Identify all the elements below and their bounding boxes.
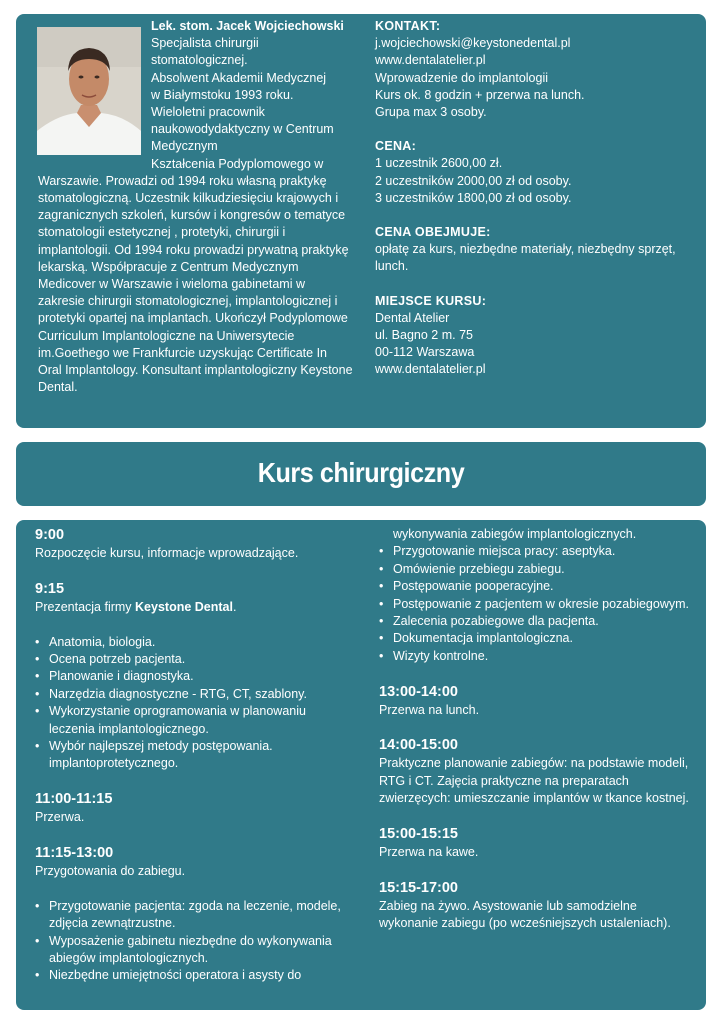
bullet-list xyxy=(35,634,353,773)
list-item: • Anatomia, biologia. xyxy=(35,634,353,651)
location-section xyxy=(375,293,705,379)
list-item: • Ocena potrzeb pacjenta. xyxy=(35,651,353,668)
contact-line: Kurs ok. 8 godzin + przerwa na lunch. xyxy=(375,87,585,102)
list-item: • Wyposażenie gabinetu niezbędne do wykonywania abiegów implantologicznych. xyxy=(35,933,353,968)
bullet-list xyxy=(379,526,699,665)
contact-website[interactable]: www.dentalatelier.pl xyxy=(375,53,486,68)
page-title: Kurs chirurgiczny xyxy=(257,457,465,488)
location-line: 00-112 Warszawa xyxy=(375,345,475,360)
schedule-time: 15:00-15:15 xyxy=(379,826,458,843)
contact-line: Grupa max 3 osoby. xyxy=(375,105,487,120)
list-item: • Zalecenia pozabiegowe dla pacjenta. xyxy=(379,613,699,630)
bio-line: Medycznym xyxy=(151,139,218,154)
contact-email[interactable]: j.wojciechowski@keystonedental.pl xyxy=(375,36,571,51)
list-item: • Postępowanie z pacjentem w okresie pozabiegowym. xyxy=(379,596,699,613)
bio-line: naukowodydaktyczny w Centrum xyxy=(151,122,334,137)
bio-line: Absolwent Akademii Medycznej xyxy=(151,70,327,85)
schedule-time: 11:15-13:00 xyxy=(35,845,114,862)
location-website[interactable]: www.dentalatelier.pl xyxy=(375,362,486,377)
list-item: wykonywania zabiegów implantologicznych. xyxy=(393,527,637,541)
bio-text: Kształcenia Podyplomowego w Warszawie. Prowadzi od 1994 roku własną praktykę stomatologiczną. Uczestnik kilkudziesięciu krajowych i zagranicznych szkoleń, kursów i kongresów o tematyce stomatologii estetycznej , protetyki, chirurgii i implantologii. Od 1994 roku prowadzi prywatną praktykę lekarską. Współpracuje z Centrum Medycznym Medicover w Warszawie i wieloma gabinetami w zakresie chirurgii stomatologicznej, implantologicznej i protetyki opartej na implantach. Ukończył Podyplomowe Curriculum Implantologiczne na Uniwersytecie im.Goethego we Frankfurcie uzyskując Certificate In Oral Implantology. Konsultant implantologiczny Keystone Dental. xyxy=(38,156,353,395)
schedule-text: Zabieg na żywo. Asystowanie lub samodzielne wykonanie zabiegu (po wcześniejszych ustaleniach). xyxy=(379,898,671,931)
contact-section xyxy=(375,18,705,121)
list-item: • Niezbędne umiejętności operatora i asysty do xyxy=(35,967,353,984)
contact-column xyxy=(375,18,705,396)
schedule-time: 9:15 xyxy=(35,580,65,597)
list-item: • Wybór najlepszej metody postępowania. implantoprotetycznego. xyxy=(35,738,353,773)
schedule-time: 11:00-11:15 xyxy=(35,791,113,808)
title-banner xyxy=(16,442,706,506)
schedule-text: Przerwa. xyxy=(35,810,85,825)
doctor-name: Lek. stom. Jacek Wojciechowski xyxy=(151,19,344,33)
schedule-panel xyxy=(16,520,706,1010)
price-line: 2 uczestników 2000,00 zł od osoby. xyxy=(375,173,572,188)
price-includes-heading: CENA OBEJMUJE: xyxy=(375,225,491,240)
price-line: 3 uczestników 1800,00 zł od osoby. xyxy=(375,190,572,205)
location-heading: MIEJSCE KURSU: xyxy=(375,293,487,308)
contact-line: Wprowadzenie do implantologii xyxy=(375,70,549,85)
list-item: • Postępowanie pooperacyjne. xyxy=(379,578,699,595)
schedule-time: 9:00 xyxy=(35,527,65,543)
schedule-text: Przygotowania do zabiegu. xyxy=(35,864,186,879)
bullet-list xyxy=(35,898,353,985)
schedule-time: 15:15-17:00 xyxy=(379,879,458,896)
bio-line: stomatologicznej. xyxy=(151,53,248,68)
price-line: 1 uczestnik 2600,00 zł. xyxy=(375,156,503,171)
list-item: • Omówienie przebiegu zabiegu. xyxy=(379,561,699,578)
schedule-text: Przerwa na lunch. xyxy=(379,702,480,717)
list-item: • Narzędzia diagnostyczne - RTG, CT, szablony. xyxy=(35,686,353,703)
location-line: ul. Bagno 2 m. 75 xyxy=(375,328,473,343)
list-item: • Przygotowanie miejsca pracy: aseptyka. xyxy=(379,543,699,560)
biography xyxy=(38,18,353,396)
price-heading: CENA: xyxy=(375,139,417,154)
bio-line: Specjalista chirurgii xyxy=(151,36,259,51)
schedule-text: Przerwa na kawe. xyxy=(379,845,479,860)
schedule-time: 14:00-15:00 xyxy=(379,737,458,754)
schedule-left-column xyxy=(35,526,353,985)
price-section xyxy=(375,138,705,207)
location-line: Dental Atelier xyxy=(375,310,450,325)
bio-line: w Białymstoku 1993 roku. xyxy=(151,87,294,102)
contact-heading: KONTAKT: xyxy=(375,19,441,33)
list-item: • Dokumentacja implantologiczna. xyxy=(379,630,699,647)
schedule-text: Rozpoczęcie kursu, informacje wprowadzające. xyxy=(35,546,299,560)
schedule-time: 13:00-14:00 xyxy=(379,683,458,700)
schedule-right-column xyxy=(379,526,699,933)
list-item: • Planowanie i diagnostyka. xyxy=(35,668,353,685)
price-includes-section xyxy=(375,224,705,276)
schedule-text: Prezentacja firmy Keystone Dental. xyxy=(35,599,237,614)
price-includes-text: opłatę za kurs, niezbędne materiały, niezbędny sprzęt, lunch. xyxy=(375,242,676,274)
schedule-text: Praktyczne planowanie zabiegów: na podstawie modeli, RTG i CT. Zajęcia praktyczne na preparatach zwierzęcych: umieszczanie implantów w tkance kostnej. xyxy=(379,756,689,806)
info-panel xyxy=(16,14,706,428)
list-item: • Wizyty kontrolne. xyxy=(379,648,699,665)
list-item: • Wykorzystanie oprogramowania w planowaniu leczenia implantologicznego. xyxy=(35,703,353,738)
bio-line: Wieloletni pracownik xyxy=(151,105,265,120)
list-item: • Przygotowanie pacjenta: zgoda na leczenie, modele, zdjęcia zewnątrzustne. xyxy=(35,898,353,933)
